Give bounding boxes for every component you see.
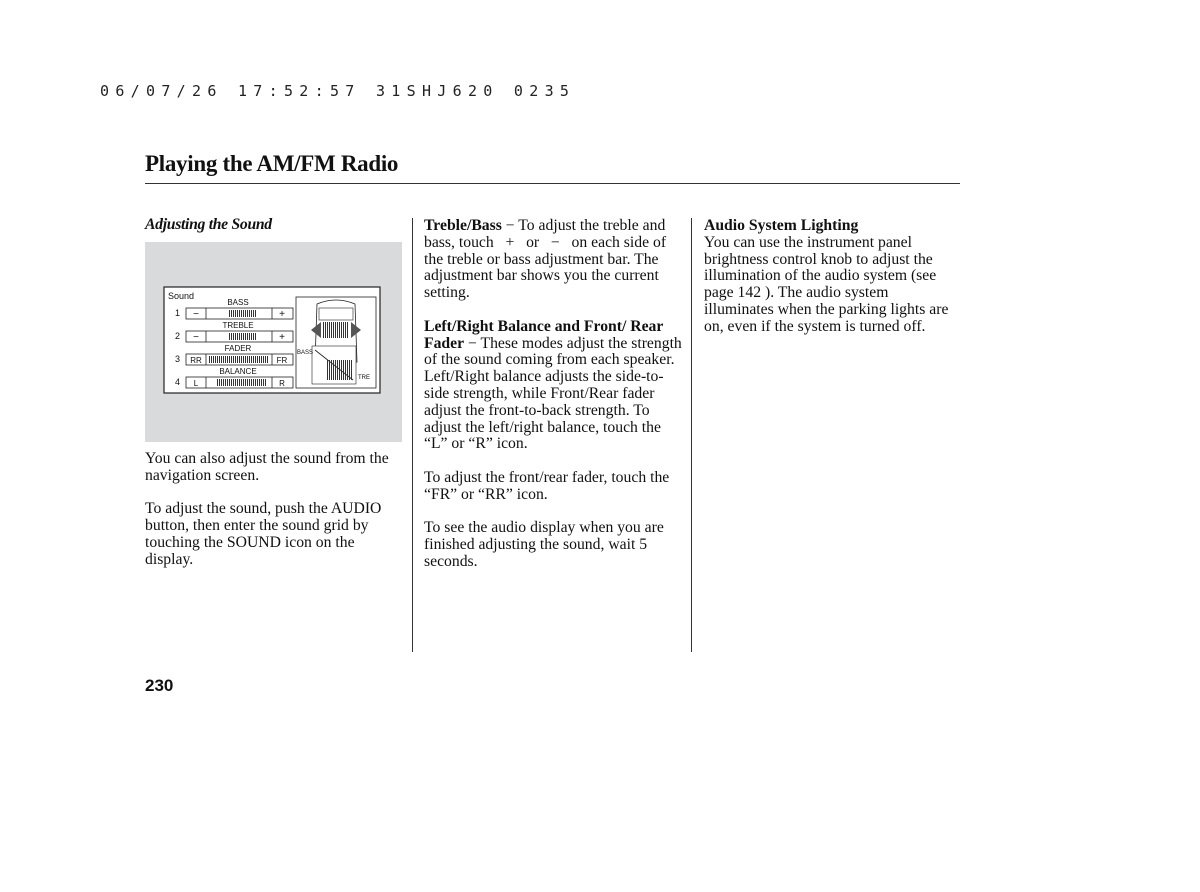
print-stamp: 06/07/26 17:52:57 31SHJ620 0235	[100, 82, 576, 100]
column-3-text	[704, 218, 962, 352]
column-divider-1	[412, 218, 413, 652]
treble-plus: +	[279, 332, 285, 343]
treble-bass-paragraph	[424, 218, 686, 302]
page-number: 230	[145, 676, 174, 695]
bass-minus: −	[193, 309, 199, 320]
balance-left: L	[193, 379, 199, 388]
sound-figure	[145, 242, 402, 442]
fader-front: FR	[276, 356, 288, 365]
balance-text: − These modes adjust the strength of the sound coming from each speaker. Left/Right balance adjusts the side-to-side strength, while Front/Rear fader adjust the front-to-back strength. To adjust the left/right balance, touch the “L” or “R” icon.	[424, 334, 682, 453]
page-title: Playing the AM/FM Radio	[145, 151, 399, 176]
paragraph-navigation: You can also adjust the sound from the navigation screen.	[145, 450, 389, 484]
balance-heading: Left/Right Balance and Front/ Rear Fader	[424, 317, 664, 352]
lighting-heading: Audio System Lighting	[704, 217, 859, 234]
bass-level-ticks	[229, 310, 257, 317]
graph-label-treble: TRE	[358, 375, 370, 381]
treble-bass-heading: Treble/Bass	[424, 217, 502, 234]
column-2-text	[424, 218, 686, 588]
row-label-bass: BASS	[227, 298, 249, 307]
row-number-2: 2	[175, 331, 181, 341]
paragraph-audio-button: To adjust the sound, push the AUDIO button, then enter the sound grid by touching the SOUND icon on the display.	[145, 500, 382, 568]
graph-label-bass: BASS	[297, 350, 314, 356]
fader-rear: RR	[190, 356, 202, 365]
display-paragraph: To see the audio display when you are finished adjusting the sound, wait 5 seconds.	[424, 519, 664, 570]
treble-bass-text: − To adjust the treble and bass, touch + or − on each side of the treble or bass adjustment bar. The adjustment bar shows you the current setting.	[424, 217, 667, 302]
section-subheading: Adjusting the Sound	[145, 216, 272, 233]
balance-level-ticks	[217, 379, 267, 386]
lighting-paragraph: You can use the instrument panel brightness control knob to adjust the illumination of the audio system (see page 142 ). The audio system illuminates when the parking lights are on, even if the system is turned off.	[704, 233, 949, 335]
row-label-fader: FADER	[224, 344, 252, 353]
title-rule	[145, 183, 960, 184]
fader-paragraph: To adjust the front/rear fader, touch the “FR” or “RR” icon.	[424, 468, 670, 503]
treble-minus: −	[193, 332, 199, 343]
row-number-1: 1	[175, 308, 181, 318]
row-label-treble: TREBLE	[222, 321, 254, 330]
row-number-3: 3	[175, 354, 181, 364]
column-divider-2	[691, 218, 692, 652]
fader-level-ticks	[209, 356, 269, 363]
balance-right: R	[279, 379, 285, 388]
treble-level-ticks	[229, 333, 257, 340]
bass-plus: +	[279, 309, 285, 320]
row-number-4: 4	[175, 377, 181, 387]
row-label-balance: BALANCE	[219, 367, 257, 376]
panel-title: Sound	[168, 291, 195, 301]
column-1-text	[145, 451, 403, 585]
sound-screen-illustration	[145, 242, 402, 442]
balance-paragraph	[424, 319, 686, 453]
